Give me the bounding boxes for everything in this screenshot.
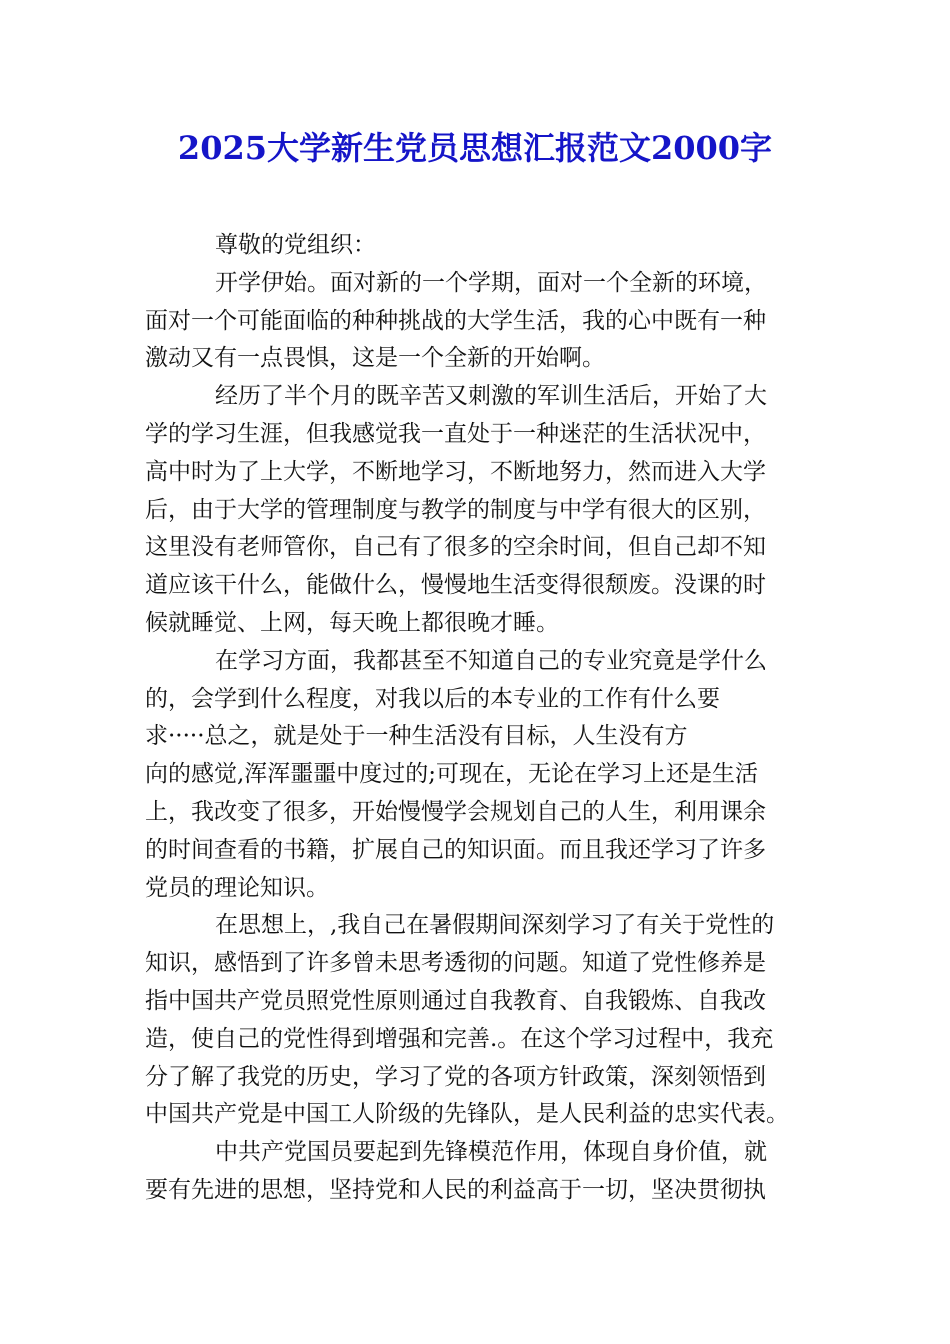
text-line: 经历了半个月的既辛苦又刺激的军训生活后，开始了大 (215, 383, 767, 410)
document-title: 2025大学新生党员思想汇报范文2000字 (177, 129, 773, 167)
text-line: 开学伊始。面对新的一个学期，面对一个全新的环境， (215, 269, 767, 296)
text-line: 后，由于大学的管理制度与教学的制度与中学有很大的区别， (145, 496, 766, 523)
text-line: 向的感觉,浑浑噩噩中度过的;可现在，无论在学习上还是生活 (145, 761, 759, 788)
paragraph-3 (145, 643, 795, 908)
text-line: 求·····总之，就是处于一种生活没有目标，人生没有方 (145, 723, 688, 750)
text-line: 面对一个可能面临的种种挑战的大学生活，我的心中既有一种 (145, 307, 766, 334)
text-line: 在思想上，,我自己在暑假期间深刻学习了有关于党性的 (215, 912, 775, 939)
text-line: 候就睡觉、上网，每天晚上都很晚才睡。 (145, 609, 559, 636)
text-line: 上，我改变了很多，开始慢慢学会规划自己的人生，利用课余 (145, 798, 766, 825)
document-body (145, 227, 795, 1210)
text-line: 激动又有一点畏惧，这是一个全新的开始啊。 (145, 345, 605, 372)
text-line: 造，使自己的党性得到增强和完善.。在这个学习过程中，我充 (145, 1025, 774, 1052)
text-line: 高中时为了上大学，不断地学习，不断地努力，然而进入大学 (145, 458, 766, 485)
text-line: 在学习方面，我都甚至不知道自己的专业究竟是学什么 (215, 647, 767, 674)
text-line: 这里没有老师管你，自己有了很多的空余时间，但自己却不知 (145, 534, 766, 561)
salutation-line: 尊敬的党组织： (215, 232, 376, 258)
text-line: 知识，感悟到了许多曾未思考透彻的问题。知道了党性修养是 (145, 950, 766, 977)
salutation (145, 227, 795, 265)
text-line: 分了解了我党的历史，学习了党的各项方针政策，深刻领悟到 (145, 1063, 766, 1090)
text-line: 中共产党国员要起到先锋模范作用，体现自身价值，就 (215, 1139, 767, 1166)
text-line: 的时间查看的书籍，扩展自己的知识面。而且我还学习了许多 (145, 836, 766, 863)
text-line: 党员的理论知识。 (145, 874, 329, 901)
text-line: 指中国共产党员照党性原则通过自我教育、自我锻炼、自我改 (145, 987, 766, 1014)
text-line: 要有先进的思想，坚持党和人民的利益高于一切，坚决贯彻执 (145, 1176, 766, 1203)
text-line: 道应该干什么，能做什么，慢慢地生活变得很颓废。没课的时 (145, 572, 766, 599)
paragraph-4 (145, 907, 795, 1134)
text-line: 中国共产党是中国工人阶级的先锋队，是人民利益的忠实代表。 (145, 1101, 789, 1128)
text-line: 学的学习生涯，但我感觉我一直处于一种迷茫的生活状况中， (145, 420, 766, 447)
paragraph-2 (145, 378, 795, 643)
paragraph-5 (145, 1134, 795, 1210)
text-line: 的，会学到什么程度，对我以后的本专业的工作有什么要 (145, 685, 720, 712)
paragraph-1 (145, 265, 795, 378)
